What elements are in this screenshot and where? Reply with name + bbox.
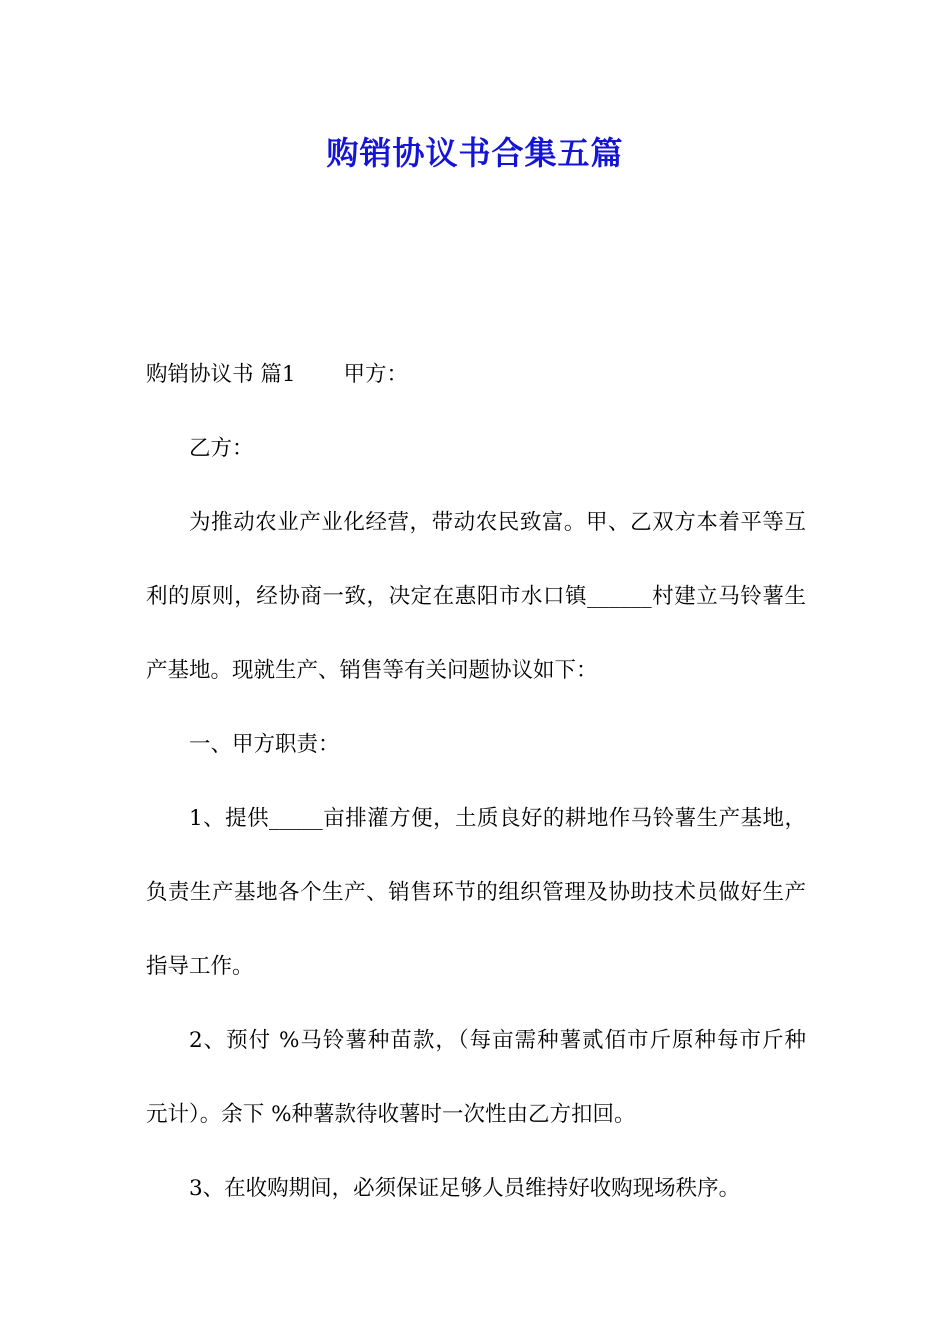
party-b-label: 乙方：	[189, 436, 254, 461]
paragraph-item-3: 3、在收购期间，必须保证足够人员维持好收购现场秩序。	[189, 1176, 741, 1201]
paragraph-section-one: 一、甲方职责：	[189, 732, 340, 757]
document-body	[146, 338, 806, 1226]
paragraph-item-2: 2、预付 %马铃薯种苗款，（每亩需种薯贰佰市斤原种每市斤种 元计）。余下 %种薯款待收薯时一次性由乙方扣回。	[146, 1028, 806, 1127]
paragraph-intro: 为推动农业产业化经营，带动农民致富。甲、乙双方本着平等互利的原则，经协商一致，决定在惠阳市水口镇______村建立马铃薯生产基地。现就生产、销售等有关问题协议如下：	[146, 510, 806, 683]
section-heading: 购销协议书 篇1	[146, 362, 296, 387]
document-title: 购销协议书合集五篇	[326, 134, 624, 172]
party-a-label: 甲方：	[343, 362, 409, 387]
paragraph-item-1: 1、提供_____亩排灌方便，土质良好的耕地作马铃薯生产基地，负责生产基地各个生产、销售环节的组织管理及协助技术员做好生产指导工作。	[146, 806, 806, 979]
paragraph-heading-line	[146, 338, 806, 412]
